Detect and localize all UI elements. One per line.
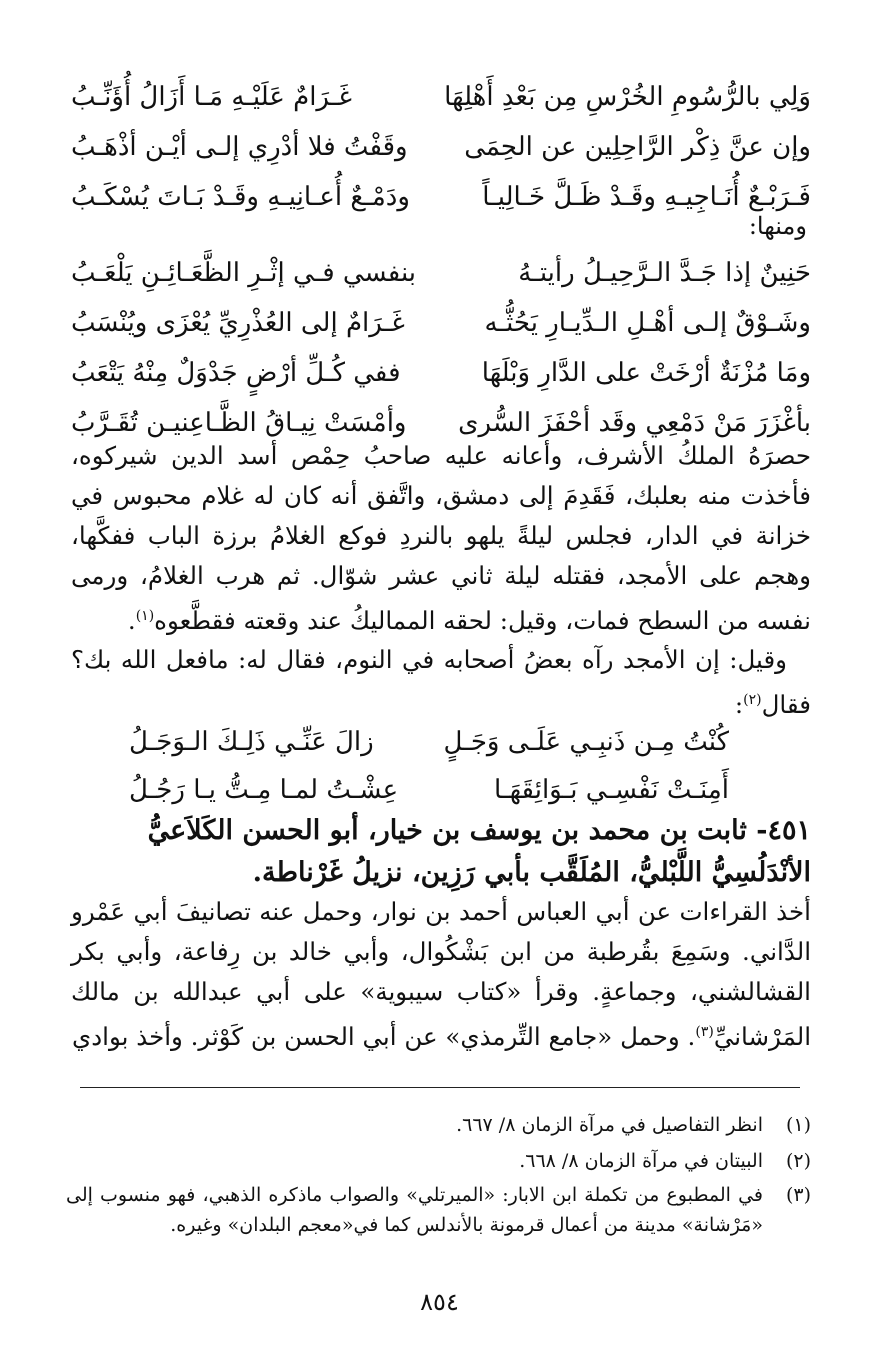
poem-block-3 <box>129 718 729 814</box>
paragraph-text: أخذ القراءات عن أبي العباس أحمد بن نوار، وحمل عنه تصانيفَ أبي عَمْرو الدَّاني. وسَمِعَ بقُرطبة من ابن بَشْكُوال، وأبي خالد بن رِفاعة، وأبي بكر القشالشني، وجماعةٍ. وقرأ «كتاب سيبوية» على أبي عبدالله بن مالك المَرْشانيِّ$^{(٣)}$. وحمل «جامع التِّرمذي» عن أبي الحسن بن كَوْثر. وأخذ بوادي <box>71 897 811 1052</box>
minha-label: ومنها: <box>748 212 807 240</box>
verse-line <box>71 72 811 122</box>
verse-first-hemistich: أَمِنَـتْ نَفْسِـي بَـوَائِقَهَـا <box>494 775 729 805</box>
verse-first-hemistich: ومَا مُزْنَةٌ أرْخَتْ على الدَّارِ وَبْلَهَا <box>481 358 811 388</box>
verse-first-hemistich: بأغْزَرَ مَنْ دَمْعِي وقَد أحْفَزَ السُّرى <box>458 408 811 438</box>
verse-second-hemistich: غَـرَامٌ إلى العُذْرِيِّ يُعْزَى ويُنْسَبُ <box>71 308 405 338</box>
verse-line <box>71 248 811 298</box>
body-paragraph-1 <box>71 436 811 641</box>
paragraph-text: وقيل: إن الأمجد رآه بعضُ أصحابه في النوم، فقال له: مافعل الله بك؟ فقال$^{(٢)}$: <box>71 645 811 720</box>
verse-first-hemistich: حَنِينٌ إذا جَـدَّ الـرَّحِيـلُ رأيتـهُ <box>518 258 811 288</box>
verse-line <box>71 172 811 222</box>
verse-line <box>129 718 729 766</box>
verse-first-hemistich: وإن عنَّ ذِكْر الرَّاحِلِين عن الحِمَى <box>464 132 811 162</box>
paragraph-text: حصرَهُ الملكُ الأشرف، وأعانه عليه صاحبُ حِمْص أسد الدين شيركوه، فأخذت منه بعلبك، فَقَدِمَ إلى دمشق، واتَّفق أنه كان له غلام محبوس في خزانة في الدار، فجلس ليلةً يلهو بالنردِ فوكع الغلامُ برزة الباب ففكَّها، وهجم على الأمجد، فقتله ليلة ثاني عشر شوّال. ثم هرب الغلامُ، ورمى نفسه من السطح فمات، وقيل: لحقه المماليكُ عند وقعته فقطَّعوه$^{(١)}$. <box>71 441 811 636</box>
footnote-ref: (٢) <box>743 692 762 708</box>
footnote-text: البيتان في مرآة الزمان ٨/ ٦٦٨. <box>519 1150 763 1172</box>
verse-first-hemistich: فَـرَبْـعٌ أُنَـاجِيـهِ وقَـدْ ظَـلَّ خَـالِيـاً <box>482 182 811 212</box>
body-paragraph-2 <box>71 640 811 725</box>
verse-second-hemistich: بنفسي فـي إثْـرِ الظَّعَـائِـنِ يَلْعَـبُ <box>71 258 417 288</box>
verse-first-hemistich: كُنْتُ مِـن ذَنبِـي عَلَـى وَجَـلٍ <box>443 727 729 757</box>
verse-line <box>129 766 729 814</box>
poem-block-2 <box>71 248 811 448</box>
verse-second-hemistich: عِشْـتُ لمـا مِـتُّ يـا رَجُـلُ <box>129 775 399 805</box>
page-number: ٨٥٤ <box>420 1288 459 1316</box>
footnote-1 <box>66 1110 811 1140</box>
verse-line <box>71 298 811 348</box>
verse-line <box>71 122 811 172</box>
footnote-text: في المطبوع من تكملة ابن الابار: «الميرتلي» والصواب ماذكره الذهبي، فهو منسوب إلى «مَرْشانة» مدينة من أعمال قرمونة بالأندلس كما في«معجم البلدان» وغيره. <box>66 1184 763 1236</box>
footnote-number: (٣) <box>785 1184 811 1206</box>
body-paragraph-3 <box>71 892 811 1057</box>
footnote-ref: (٣) <box>695 1024 714 1040</box>
footnote-text: انظر التفاصيل في مرآة الزمان ٨/ ٦٦٧. <box>456 1114 763 1136</box>
verse-second-hemistich: ففي كُـلِّ أرْضٍ جَدْوَلٌ مِنْهُ يَتْعَبُ <box>71 358 401 388</box>
footnote-3 <box>66 1180 811 1240</box>
verse-second-hemistich: زالَ عَنِّـي ذَلِـكَ الـوَجَـلُ <box>129 727 374 757</box>
footnote-divider <box>80 1087 800 1088</box>
verse-second-hemistich: غَـرَامٌ عَلَيْـهِ مَـا أَزَالُ أُؤَنِّـبُ <box>71 82 352 112</box>
verse-line <box>71 348 811 398</box>
entry-heading: ٤٥١- ثابت بن محمد بن يوسف بن خيار، أبو الحسن الكَلاَعيُّ الأنْدَلُسِيُّ اللَّبْليُّ، المُلَقَّب بأبي رَزِين، نزيلُ غَرْناطة. <box>147 815 811 888</box>
verse-first-hemistich: وَلِي بالرُّسُومِ الخُرْسِ مِن بَعْدِ أَهْلِهَا <box>444 82 811 112</box>
verse-first-hemistich: وشَـوْقٌ إلـى أهْـلِ الـدِّيـارِ يَحُثُّـه <box>484 308 811 338</box>
verse-second-hemistich: وقَفْتُ فلا أدْرِي إلـى أيْـن أذْهَـبُ <box>71 132 408 162</box>
poem-block-1 <box>71 72 811 222</box>
footnote-number: (١) <box>785 1114 811 1136</box>
footnote-ref: (١) <box>135 608 155 624</box>
footnote-2 <box>66 1146 811 1176</box>
verse-second-hemistich: وأمْسَتْ نِيـاقُ الظَّـاعِنيـن تُقَـرَّبُ <box>71 408 407 438</box>
footnote-number: (٢) <box>785 1150 811 1172</box>
verse-second-hemistich: ودَمْـعٌ أُعـانِيـهِ وقَـدْ بَـاتَ يُسْكَـبُ <box>71 182 410 212</box>
